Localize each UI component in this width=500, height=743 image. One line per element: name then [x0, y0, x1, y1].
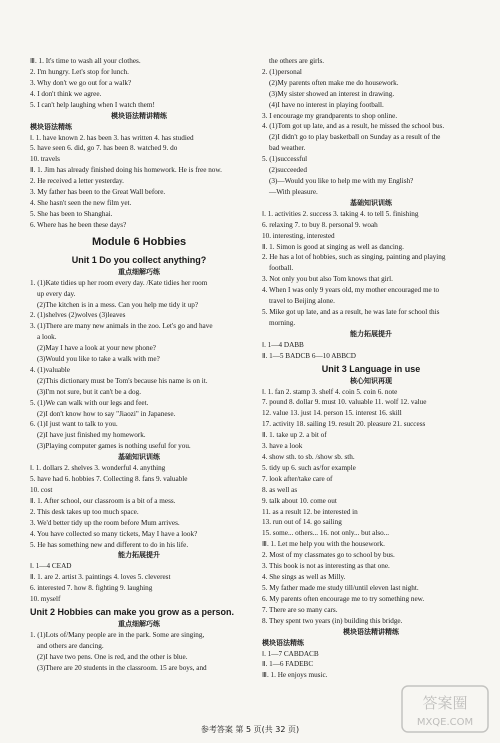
- answer-line: 3. have a look: [262, 442, 303, 451]
- answer-line: 4. When I was only 9 years old, my mother encouraged me to: [262, 286, 440, 295]
- answer-page: [30, 56, 478, 716]
- answer-line: Ⅰ. 1—7 CABDACB: [262, 649, 319, 658]
- answer-line: 4. She hasn't seen the new film yet.: [30, 198, 132, 207]
- answer-line: 4. (1)Tom got up late, and as a result, he missed the school bus.: [262, 122, 445, 131]
- answer-line: 5. have had 6. hobbies 7. Collecting 8. fans 9. valuable: [30, 475, 188, 484]
- answer-line: (2)The kitchen is in a mess. Can you help me tidy it up?: [37, 300, 199, 309]
- answer-line: 3. Not only you but also Tom knows that girl.: [262, 275, 393, 284]
- answer-line: 2. He has a lot of hobbies, such as singing, painting and playing: [262, 253, 446, 262]
- answer-line: 3. Why don't we go out for a walk?: [30, 78, 132, 87]
- answer-line: (2)This dictionary must be Tom's because his name is on it.: [37, 376, 208, 385]
- answer-line: Ⅲ. 1. Let me help you with the housework.: [262, 540, 385, 549]
- answer-line: 3. (1)There are many new animals in the zoo. Let's go and have: [30, 322, 213, 331]
- answer-line: Ⅲ. 1. He enjoys music.: [262, 671, 328, 680]
- answer-line: Ⅱ. 1. are 2. artist 3. paintings 4. loves 5. cleverest: [30, 573, 171, 582]
- module-title: Module 6 Hobbies: [91, 235, 187, 248]
- section-heading: 能力拓展提升: [118, 551, 160, 560]
- section-heading: 基础知识训练: [118, 453, 160, 462]
- answer-line: Ⅰ. 1—4 DABB: [262, 340, 304, 349]
- answer-line: 2. He received a letter yesterday.: [30, 177, 124, 186]
- answer-line: 11. as a result 12. be interested in: [262, 507, 358, 516]
- answer-line: 10. myself: [30, 595, 61, 604]
- section-heading: 模块语法精讲精练: [111, 111, 167, 120]
- answer-line: (3)I'm not sure, but it can't be a dog.: [37, 387, 141, 396]
- watermark-line2: MXQE.COM: [416, 717, 474, 728]
- answer-line: 7. look after/take care of: [262, 474, 333, 483]
- answer-line: (3)There are 20 students in the classroom. 15 are boys, and: [37, 663, 207, 672]
- answer-line: 6. (1)I just want to talk to you.: [30, 420, 118, 429]
- answer-line: the others are girls.: [269, 57, 325, 65]
- section-heading: 能力拓展提升: [350, 329, 392, 338]
- answer-line: 5. (1)successful: [262, 155, 308, 164]
- answer-line: morning.: [269, 318, 296, 327]
- answer-line: —With pleasure.: [269, 187, 318, 196]
- answer-line: 3. My father has been to the Great Wall before.: [30, 188, 166, 197]
- answer-line: 13. run out of 14. go sailing: [262, 518, 342, 527]
- answer-line: 3. I encourage my grandparents to shop online.: [262, 111, 398, 120]
- answer-line: Ⅱ. 1. take up 2. a bit of: [262, 431, 327, 440]
- answer-line: a look.: [37, 333, 57, 342]
- answer-line: Ⅱ. 1. Simon is good at singing as well as dancing.: [262, 242, 404, 251]
- answer-line: 10. cost: [30, 486, 53, 494]
- answer-line: 7. pound 8. dollar 9. must 10. valuable 11. wolf 12. value: [262, 398, 427, 407]
- answer-line: Ⅰ. 1. have known 2. has been 3. has written 4. has studied: [30, 133, 194, 142]
- answer-line: (2)I didn't go to play basketball on Sunday as a result of the: [269, 133, 441, 142]
- answer-line: Ⅱ. 1. Jim has already finished doing his homework. He is free now.: [30, 166, 222, 175]
- answer-line: (2)My parents often make me do housework.: [269, 78, 399, 87]
- answer-line: 2. I'm hungry. Let's stop for lunch.: [30, 67, 129, 76]
- answer-line: 2. Most of my classmates go to school by bus.: [262, 551, 395, 560]
- answer-line: and others are dancing.: [37, 641, 104, 650]
- answer-line: 4. (1)valuable: [30, 365, 70, 374]
- answer-line: Ⅰ. 1. fan 2. stamp 3. shelf 4. coin 5. coin 6. note: [262, 387, 398, 396]
- answer-line: Ⅲ. 1. It's time to wash all your clothes.: [30, 57, 141, 65]
- subsection-heading: 模块语法精练: [30, 122, 72, 131]
- answer-line: 6. Where has he been these days?: [30, 220, 127, 229]
- answer-line: travel to Beijing alone.: [269, 297, 335, 306]
- unit-title: Unit 1 Do you collect anything?: [71, 254, 207, 265]
- answer-line: 15. some... others... 16. not only... but also...: [262, 529, 390, 538]
- section-heading: 基础知识训练: [350, 198, 392, 207]
- answer-line: football.: [269, 264, 294, 273]
- answer-line: (3)Would you like to take a walk with me?: [37, 355, 160, 364]
- section-heading: 模块语法精讲精练: [343, 627, 399, 636]
- answer-line: 5. (1)We can walk with our legs and feet.: [30, 398, 149, 407]
- answer-line: (2)I have two pens. One is red, and the other is blue.: [37, 652, 188, 661]
- answer-line: 3. This book is not as interesting as that one.: [262, 562, 390, 571]
- answer-line: 4. I don't think we agree.: [30, 89, 102, 98]
- answer-line: 5. tidy up 6. such as/for example: [262, 463, 356, 472]
- answer-line: Ⅰ. 1. dollars 2. shelves 3. wonderful 4. anything: [30, 464, 166, 473]
- answer-line: Ⅰ. 1. activities 2. success 3. taking 4. to tell 5. finishing: [262, 209, 419, 218]
- watermark-logo: [400, 684, 490, 734]
- unit-title: Unit 2 Hobbies can make you grow as a person.: [30, 607, 235, 618]
- answer-line: 1. (1)Kate tidies up her room every day. /Kate tidies her room: [30, 278, 208, 287]
- answer-line: (2)May I have a look at your new phone?: [37, 344, 156, 353]
- answer-line: (3)My sister showed an interest in drawing.: [269, 89, 395, 98]
- answer-line: (3)—Would you like to help me with my English?: [269, 176, 414, 185]
- answer-line: 5. Mike got up late, and as a result, he was late for school this: [262, 307, 440, 316]
- answer-line: 1. (1)Lots of/Many people are in the park. Some are singing,: [30, 631, 205, 640]
- answer-line: (2)I have just finished my homework.: [37, 431, 146, 440]
- page-footer: 参考答案 第 5 页(共 32 页): [200, 725, 300, 734]
- section-heading: 重点细解巧练: [118, 620, 160, 629]
- answer-line: 5. I can't help laughing when I watch them!: [30, 100, 155, 109]
- answer-line: 7. There are so many cars.: [262, 605, 338, 614]
- answer-line: 9. talk about 10. come out: [262, 496, 337, 505]
- answer-line: Ⅱ. 1. After school, our classroom is a bit of a mess.: [30, 496, 176, 505]
- watermark-line1: 答案圈: [422, 694, 468, 712]
- answer-line: 10. travels: [30, 155, 60, 164]
- answer-line: 17. activity 18. sailing 19. result 20. pleasure 21. success: [262, 420, 426, 429]
- answer-line: Ⅱ. 1—6 FADEBC: [262, 660, 314, 669]
- answer-line: 4. You have collected so many tickets, May I have a look?: [30, 529, 198, 538]
- answer-line: 4. show sth. to sb. /show sb. sth.: [262, 453, 355, 461]
- answer-line: 8. as well as: [262, 485, 298, 494]
- answer-line: Ⅰ. 1—4 CEAD: [30, 562, 72, 571]
- answer-line: 10. interesting, interested: [262, 231, 335, 240]
- answer-line: 8. They spent two years (in) building this bridge.: [262, 616, 403, 625]
- section-heading: 核心知识再现: [350, 376, 392, 385]
- answer-line: 2. (1)personal: [262, 67, 302, 76]
- answer-line: (2)I don't know how to say "Jiaozi" in Japanese.: [37, 409, 176, 418]
- unit-title: Unit 3 Language in use: [321, 363, 421, 374]
- answer-line: 12. value 13. just 14. person 15. interest 16. skill: [262, 409, 402, 418]
- section-heading: 重点细解巧练: [118, 267, 160, 276]
- right-column: [262, 56, 480, 681]
- answer-line: 6. relaxing 7. to buy 8. personal 9. woah: [262, 220, 378, 229]
- answer-line: 2. This desk takes up too much space.: [30, 507, 139, 516]
- answer-line: 5. My father made me study till/until eleven last night.: [262, 583, 419, 592]
- answer-line: 5. have seen 6. did, go 7. has been 8. watched 9. do: [30, 144, 178, 153]
- answer-line: 5. She has been to Shanghai.: [30, 209, 113, 218]
- subsection-heading: 模块语法精练: [262, 638, 304, 647]
- left-column: [30, 56, 248, 674]
- answer-line: Ⅱ. 1—5 BADCB 6—10 ABBCD: [262, 351, 356, 360]
- answer-line: 6. My parents often encourage me to try something new.: [262, 594, 425, 603]
- answer-line: (2)succeeded: [269, 166, 307, 175]
- answer-line: 5. He has something new and different to do in his life.: [30, 540, 189, 549]
- answer-line: (3)Playing computer games is nothing useful for you.: [37, 442, 191, 451]
- answer-line: up every day.: [37, 289, 76, 298]
- answer-line: 4. She sings as well as Milly.: [262, 572, 346, 581]
- answer-line: bad weather.: [269, 144, 306, 153]
- answer-line: 2. (1)shelves (2)wolves (3)leaves: [30, 311, 126, 320]
- answer-line: (4)I have no interest in playing football.: [269, 100, 384, 109]
- answer-line: 3. We'd better tidy up the room before Mum arrives.: [30, 518, 180, 527]
- answer-line: 6. interested 7. how 8. fighting 9. laughing: [30, 584, 153, 593]
